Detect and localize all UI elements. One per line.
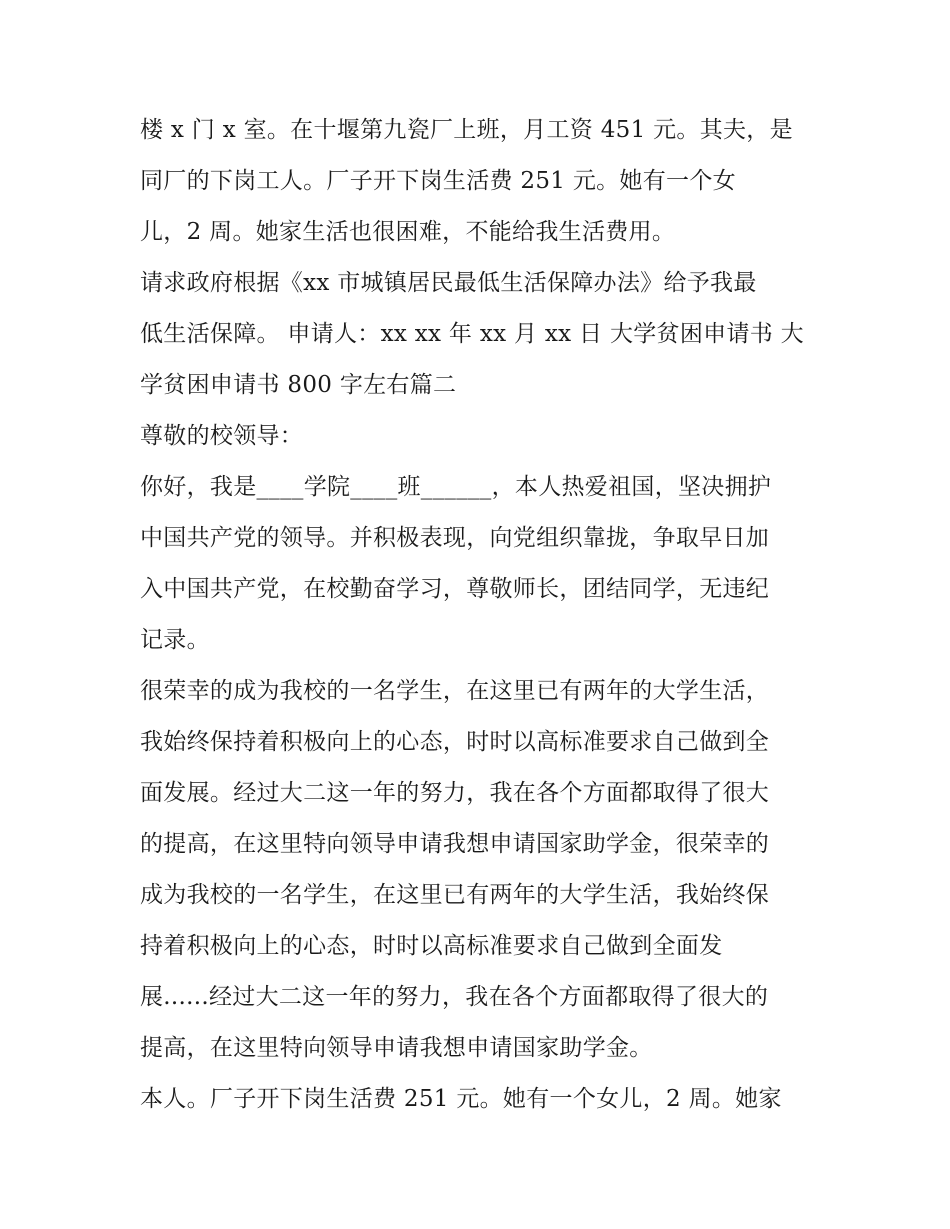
text-line: 我始终保持着积极向上的心态，时时以高标准要求自己做到全	[140, 729, 770, 755]
text-line: 展......经过大二这一年的努力，我在各个方面都取得了很大的	[140, 984, 769, 1010]
text-line: 成为我校的一名学生，在这里已有两年的大学生活，我始终保	[140, 882, 770, 908]
text-line: 尊敬的校领导：	[140, 423, 304, 449]
text-line: 楼 x 门 x 室。在十堰第九瓷厂上班，月工资 451 元。其夫，是	[140, 117, 793, 143]
text-line: 儿，2 周。她家生活也很困难，不能给我生活费用。	[140, 219, 676, 245]
text-line: 中国共产党的领导。并积极表现，向党组织靠拢，争取早日加	[140, 525, 770, 551]
text-line: 提高，在这里特向领导申请我想申请国家助学金。	[140, 1035, 653, 1061]
text-line: 的提高，在这里特向领导申请我想申请国家助学金，很荣幸的	[140, 831, 770, 857]
text-line: 请求政府根据《xx 市城镇居民最低生活保障办法》给予我最	[140, 270, 757, 296]
text-line: 很荣幸的成为我校的一名学生，在这里已有两年的大学生活，	[140, 678, 770, 704]
document-body	[140, 108, 830, 1128]
text-line: 你好，我是____学院____班______，本人热爱祖国，坚决拥护	[140, 474, 772, 500]
text-line: 持着积极向上的心态，时时以高标准要求自己做到全面发	[140, 933, 723, 959]
text-line: 同厂的下岗工人。厂子开下岗生活费 251 元。她有一个女	[140, 168, 736, 194]
text-line: 记录。	[140, 627, 210, 653]
text-line: 学贫困申请书 800 字左右篇二	[140, 372, 457, 398]
text-line: 本人。厂子开下岗生活费 251 元。她有一个女儿，2 周。她家	[140, 1086, 782, 1112]
text-line: 入中国共产党，在校勤奋学习，尊敬师长，团结同学，无违纪	[140, 576, 770, 602]
text-line: 面发展。经过大二这一年的努力，我在各个方面都取得了很大	[140, 780, 770, 806]
text-line: 低生活保障。 申请人：xx xx 年 xx 月 xx 日 大学贫困申请书 大	[140, 321, 804, 347]
